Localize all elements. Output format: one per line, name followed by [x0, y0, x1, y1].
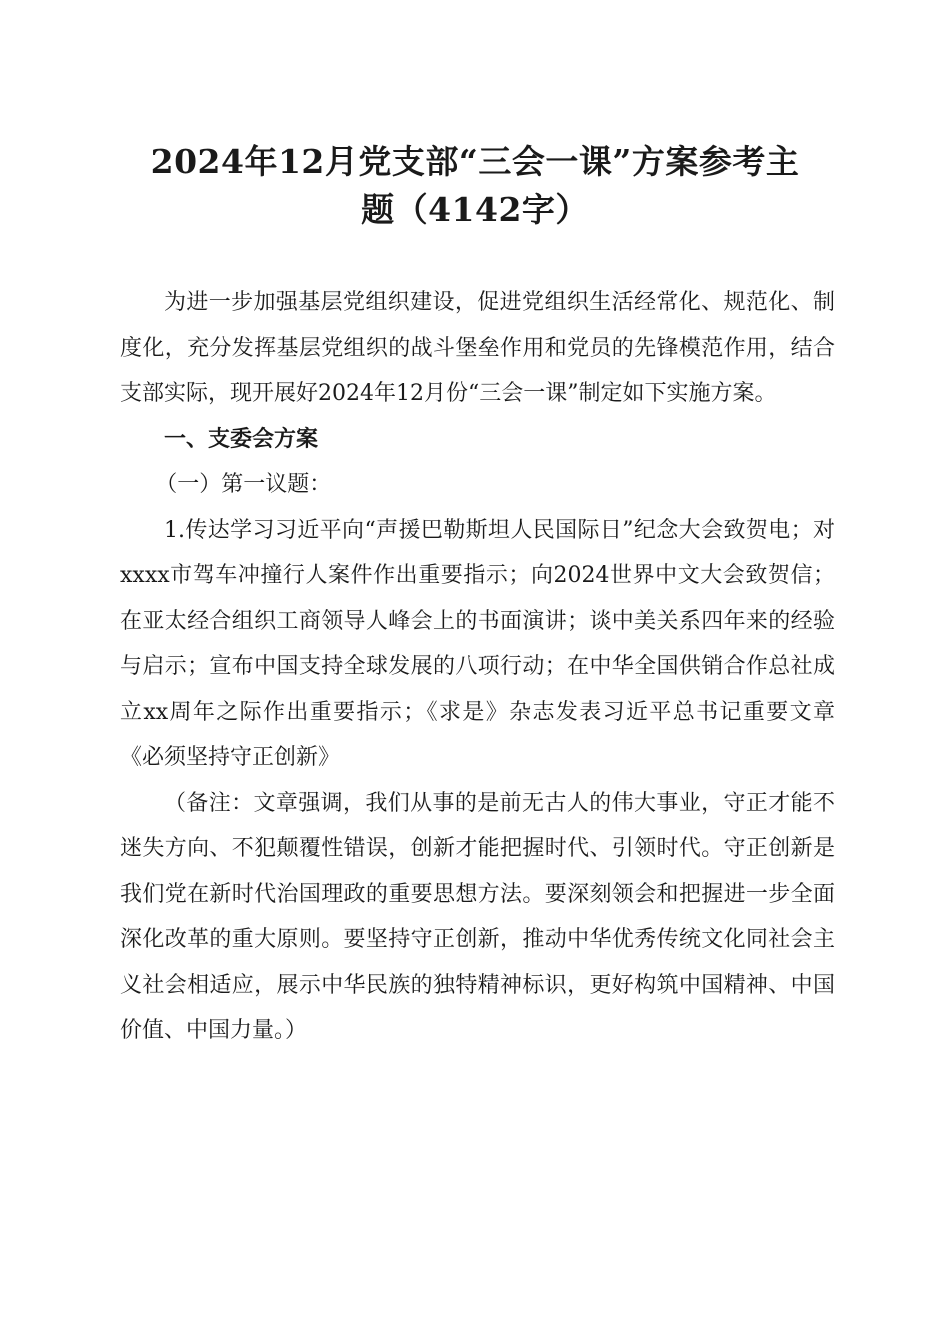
- subsection-heading-first-topic: （一）第一议题：: [155, 472, 332, 497]
- title-line-1: 2024年12月党支部“三会一课”方案参考主: [150, 142, 800, 181]
- document-body: [120, 280, 835, 1054]
- note-paragraph: （备注：文章强调，我们从事的是前无古人的伟大事业，守正才能不迷失方向、不犯颠覆性错误，创新才能把握时代、引领时代。守正创新是我们党在新时代治国理政的重要思想方法。要深刻领会和把握进一步全面深化改革的重大原则。要坚持守正创新，推动中华优秀传统文化同社会主义社会相适应，展示中华民族的独特精神标识，更好构筑中国精神、中国价值、中国力量。）: [120, 790, 835, 1043]
- document-title: [100, 138, 850, 234]
- intro-paragraph: 为进一步加强基层党组织建设，促进党组织生活经常化、规范化、制度化，充分发挥基层党组织的战斗堡垒作用和党员的先锋模范作用，结合支部实际，现开展好2024年12月份“三会一课”制定如下实施方案。: [120, 290, 835, 406]
- item-1-paragraph: 1.传达学习习近平向“声援巴勒斯坦人民国际日”纪念大会致贺电；对xxxx市驾车冲撞行人案件作出重要指示；向2024世界中文大会致贺信；在亚太经合组织工商领导人峰会上的书面演讲；谈中美关系四年来的经验与启示；宣布中国支持全球发展的八项行动；在中华全国供销合作总社成立xx周年之际作出重要指示；《求是》杂志发表习近平总书记重要文章《必须坚持守正创新》: [120, 517, 835, 770]
- title-line-2: 题（4142字）: [361, 190, 589, 229]
- section-heading-branch-committee: 一、支委会方案: [164, 426, 319, 452]
